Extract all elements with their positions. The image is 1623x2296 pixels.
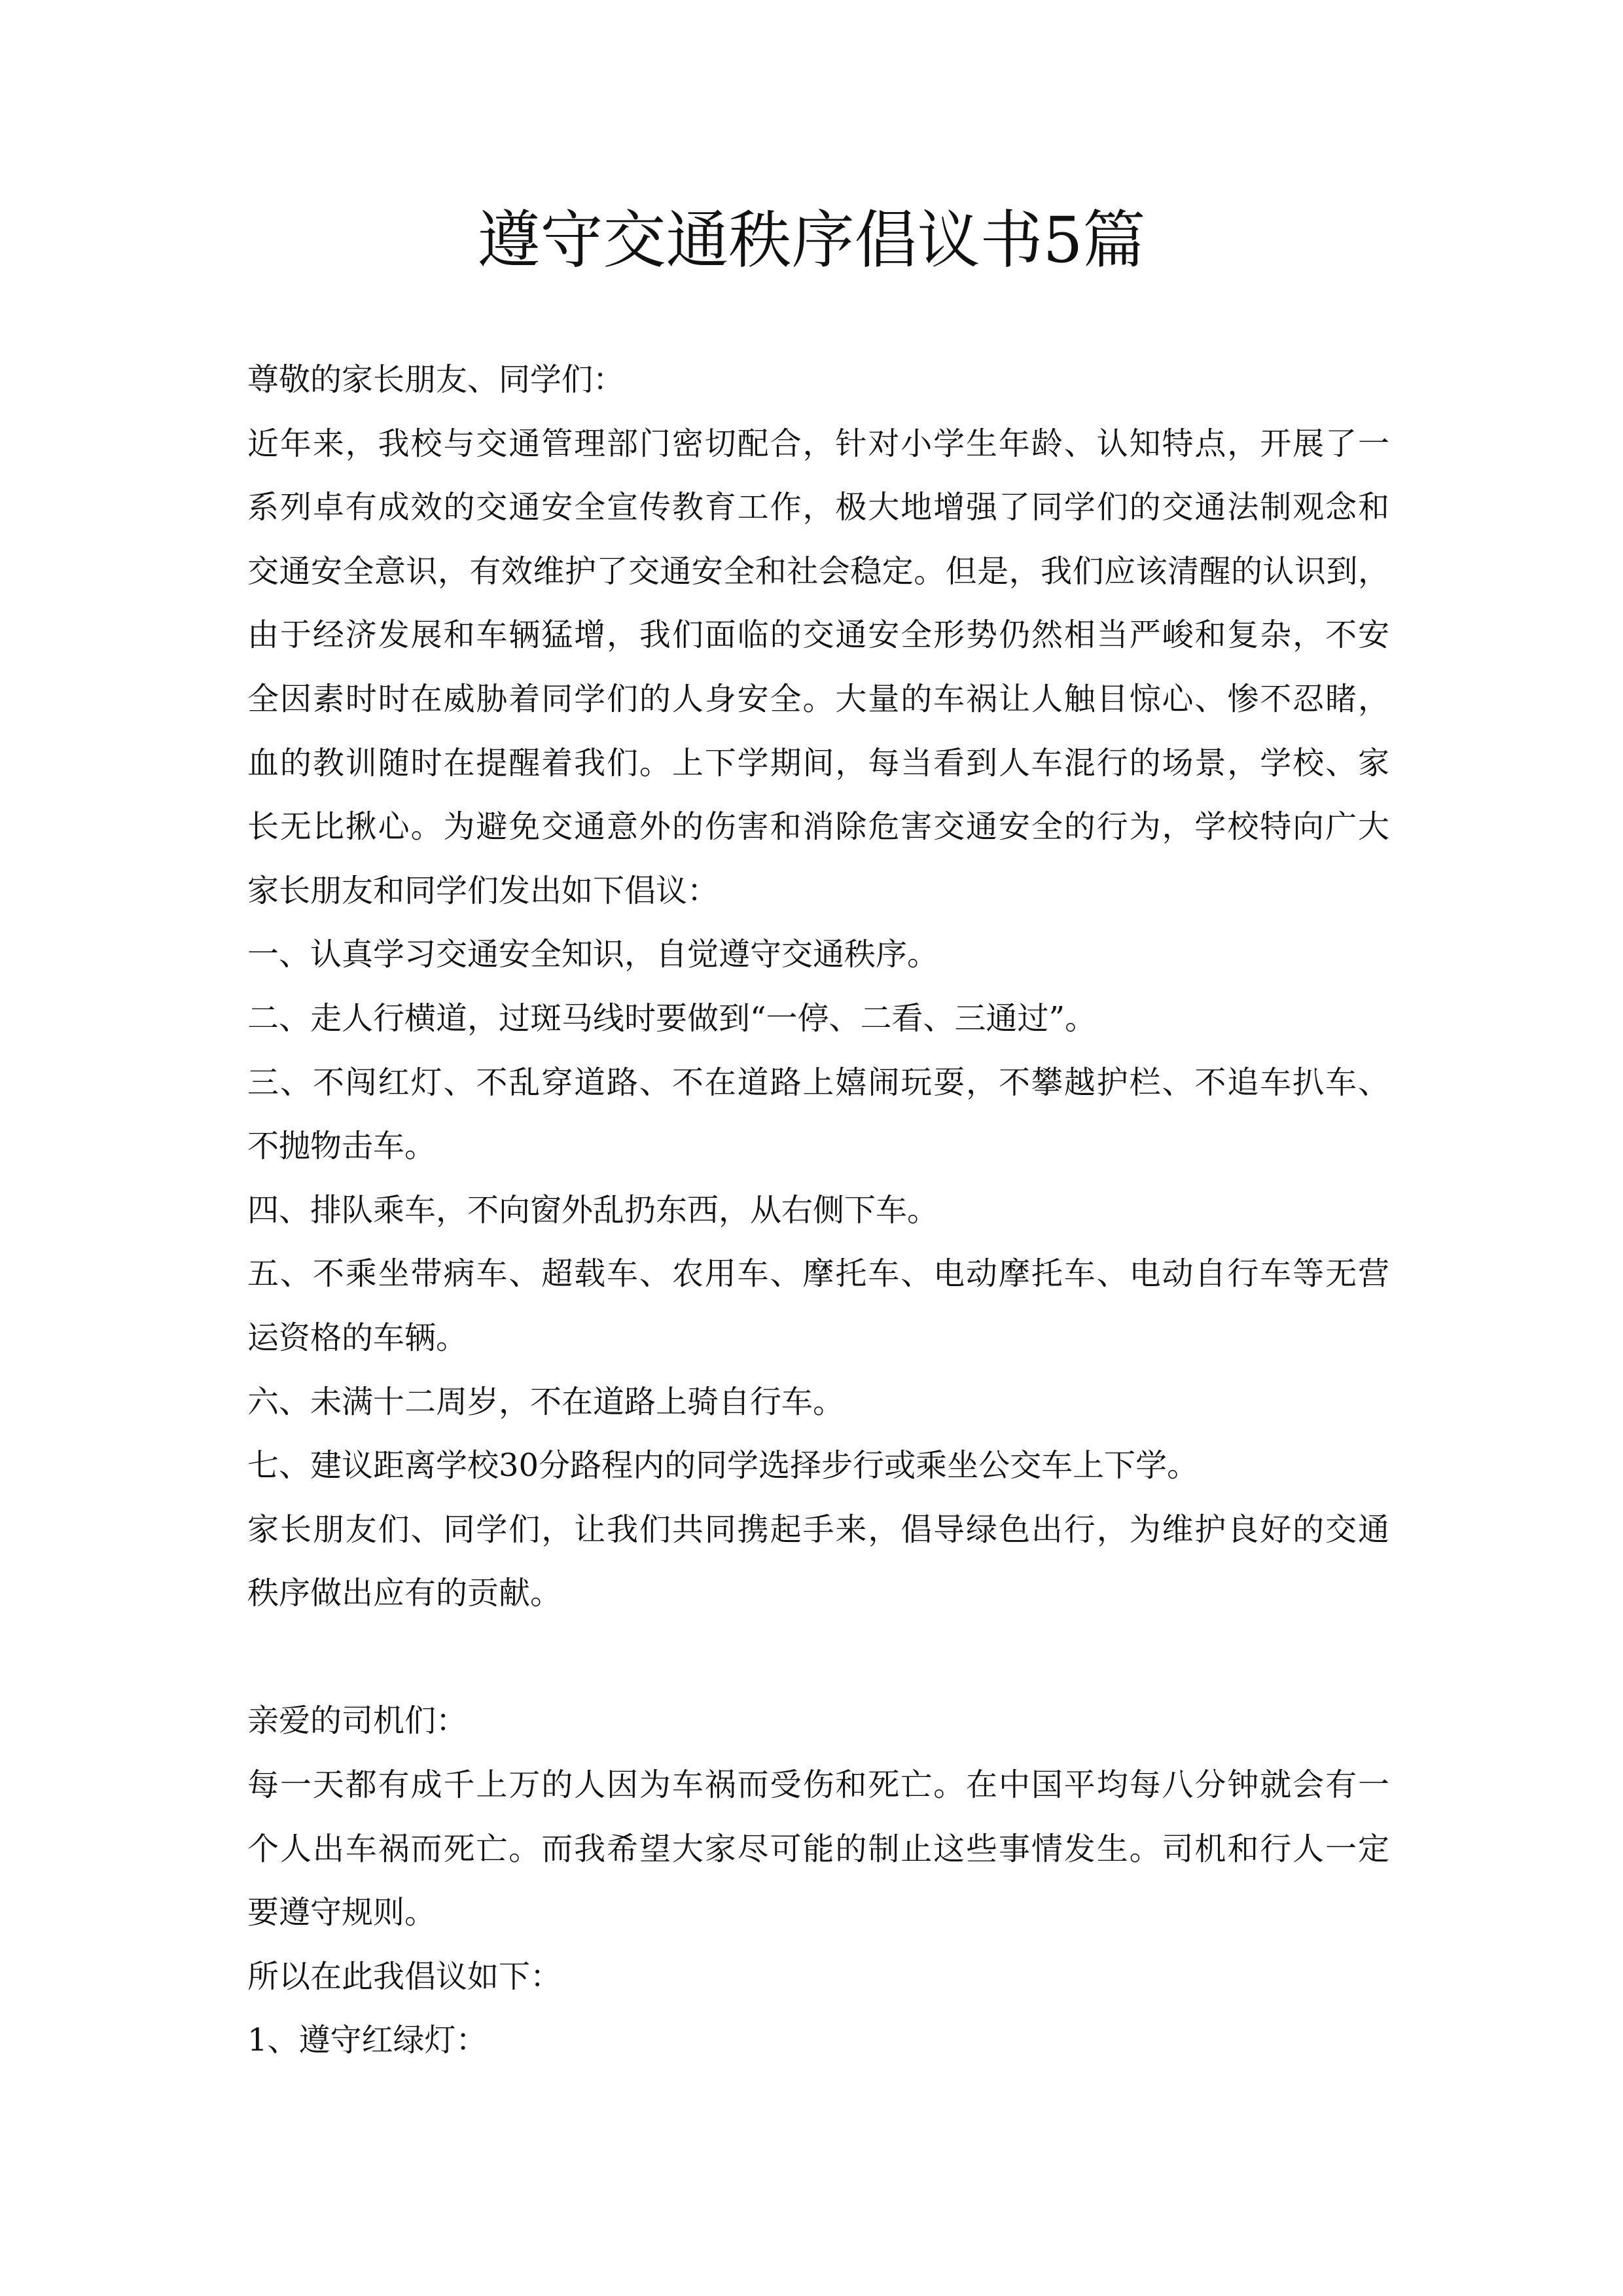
document-title: 遵守交通秩序倡议书5篇 bbox=[477, 204, 1146, 277]
greeting-drivers: 亲爱的司机们： bbox=[247, 1702, 468, 1740]
proposal-item-7: 七、建议距离学校30分路程内的同学选择步行或乘坐公交车上下学。 bbox=[247, 1447, 1199, 1484]
proposal-item-6: 六、未满十二周岁，不在道路上骑自行车。 bbox=[247, 1383, 845, 1420]
drivers-intro-line: 要遵守规则。 bbox=[247, 1894, 437, 1931]
drivers-intro-line: 每一天都有成千上万的人因为车祸而受伤和死亡。在中国平均每八分钟就会有一 bbox=[247, 1767, 1389, 1804]
intro-line: 长无比揪心。为避免交通意外的伤害和消除危害交通安全的行为，学校特向广大 bbox=[247, 808, 1389, 846]
intro-line: 血的教训随时在提醒着我们。上下学期间，每当看到人车混行的场景，学校、家 bbox=[247, 744, 1389, 781]
intro-line: 系列卓有成效的交通安全宣传教育工作，极大地增强了同学们的交通法制观念和 bbox=[247, 489, 1389, 526]
proposal-item-2: 二、走人行横道，过斑马线时要做到“一停、二看、三通过”。 bbox=[247, 999, 1097, 1037]
proposal-item-5: 五、不乘坐带病车、超载车、农用车、摩托车、电动摩托车、电动自行车等无营 bbox=[247, 1255, 1389, 1293]
proposal-item-4: 四、排队乘车，不向窗外乱扔东西，从右侧下车。 bbox=[247, 1191, 939, 1229]
greeting-parents: 尊敬的家长朋友、同学们： bbox=[247, 361, 625, 398]
intro-line: 全因素时时在威胁着同学们的人身安全。大量的车祸让人触目惊心、惨不忍睹， bbox=[247, 680, 1389, 717]
closing-line: 家长朋友们、同学们，让我们共同携起手来，倡导绿色出行，为维护良好的交通 bbox=[247, 1511, 1389, 1548]
drivers-lead: 所以在此我倡议如下： bbox=[247, 1958, 562, 1995]
intro-line: 近年来，我校与交通管理部门密切配合，针对小学生年龄、认知特点，开展了一 bbox=[247, 425, 1389, 462]
drivers-item-1: 1、遵守红绿灯： bbox=[247, 2022, 488, 2059]
intro-line: 由于经济发展和车辆猛增，我们面临的交通安全形势仍然相当严峻和复杂，不安 bbox=[247, 617, 1389, 654]
proposal-item-3: 三、不闯红灯、不乱穿道路、不在道路上嬉闹玩耍，不攀越护栏、不追车扒车、 bbox=[247, 1064, 1389, 1101]
drivers-intro-line: 个人出车祸而死亡。而我希望大家尽可能的制止这些事情发生。司机和行人一定 bbox=[247, 1830, 1389, 1867]
proposal-item-5-cont: 运资格的车辆。 bbox=[247, 1319, 468, 1356]
proposal-item-1: 一、认真学习交通安全知识，自觉遵守交通秩序。 bbox=[247, 936, 939, 973]
section-gap bbox=[247, 1626, 1389, 1690]
closing-line: 秩序做出应有的贡献。 bbox=[247, 1575, 562, 1612]
proposal-item-3-cont: 不抛物击车。 bbox=[247, 1128, 437, 1165]
intro-line: 交通安全意识，有效维护了交通安全和社会稳定。但是，我们应该清醒的认识到， bbox=[247, 552, 1389, 590]
document-body bbox=[247, 348, 1389, 2073]
intro-line: 家长朋友和同学们发出如下倡议： bbox=[247, 872, 719, 909]
